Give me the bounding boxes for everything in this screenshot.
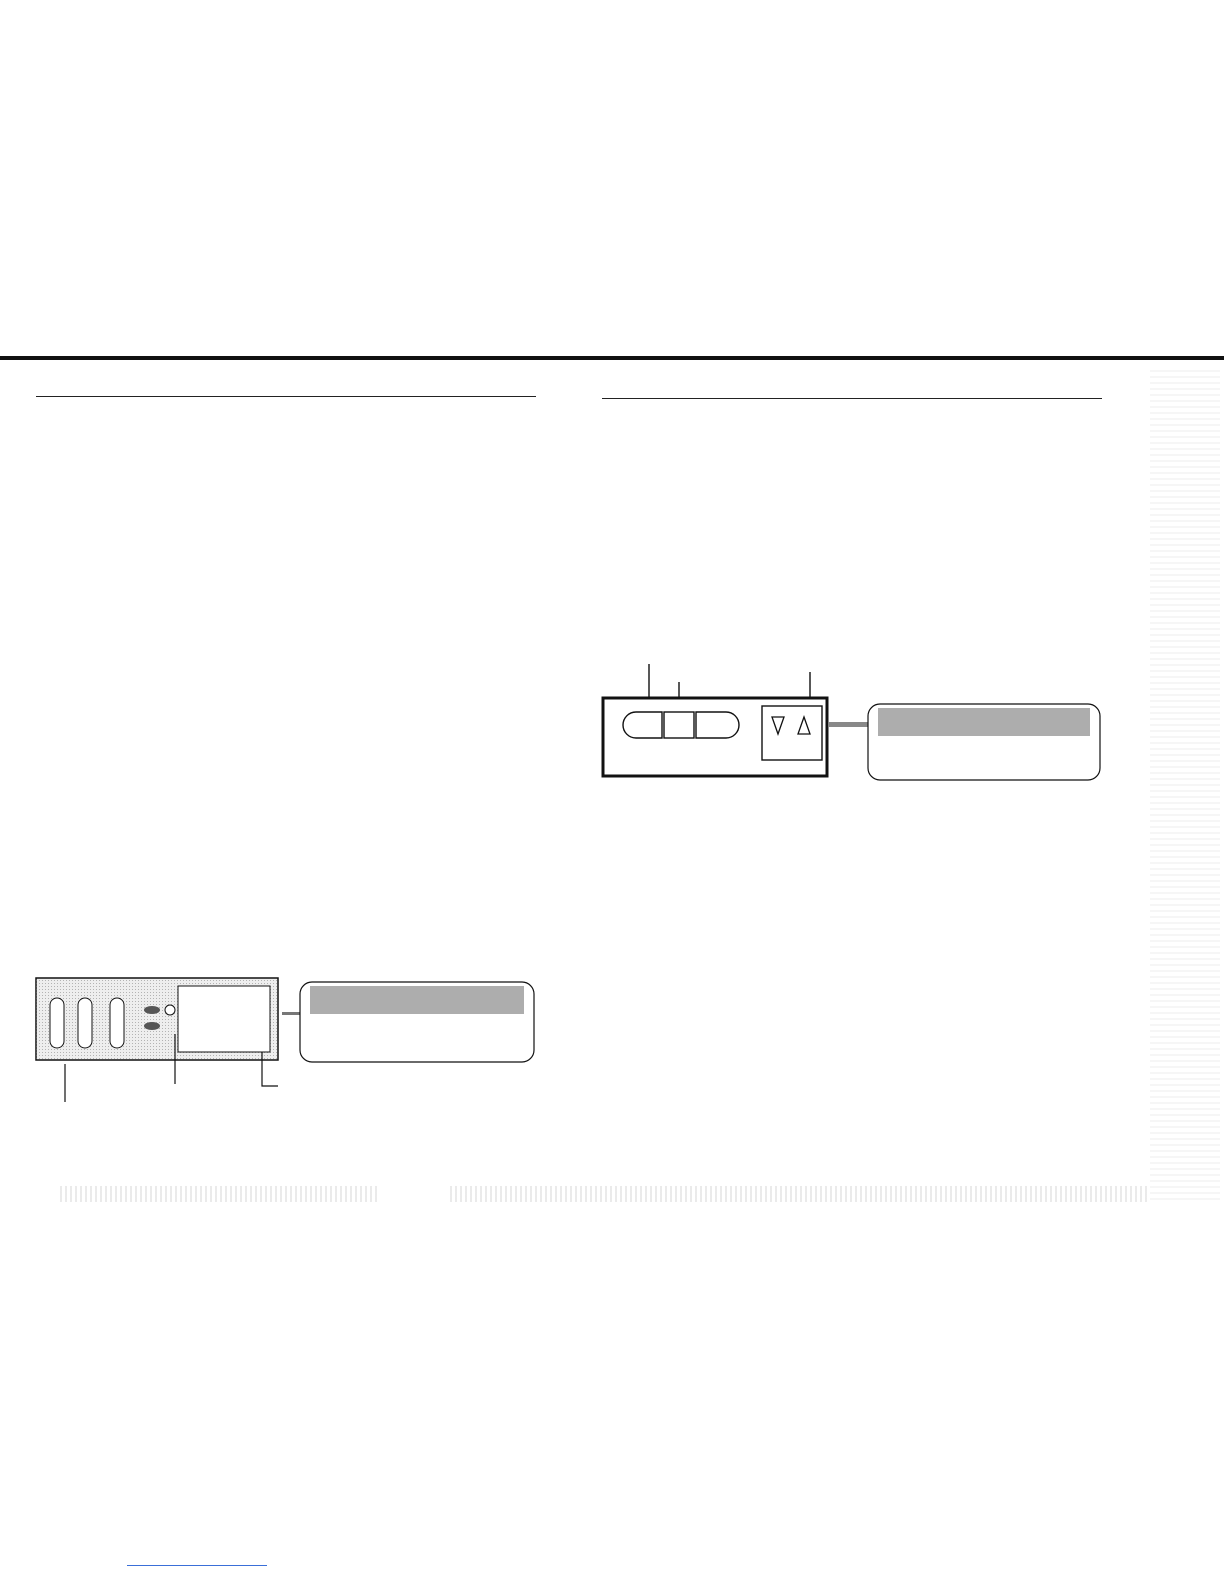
song-button — [165, 1005, 175, 1015]
right-section-rule — [602, 398, 1102, 399]
keyboard-panel-diagram-left — [30, 974, 540, 1124]
left-section-rule — [36, 396, 536, 397]
synchro-button-shape — [623, 712, 662, 738]
keyboard-top-panel — [310, 986, 524, 1014]
rhythm-button — [144, 1022, 160, 1030]
accomp-volume-slider — [110, 998, 124, 1048]
melody-button-shape — [696, 712, 739, 738]
scan-artifact — [60, 1186, 380, 1202]
tone-button — [144, 1006, 160, 1014]
top-rule — [0, 356, 1224, 360]
scan-artifact — [450, 1186, 1150, 1202]
power-mode-slider — [50, 998, 64, 1048]
keyboard-top-panel — [878, 708, 1090, 736]
scan-artifact-line — [127, 1565, 267, 1566]
select-buttons-box — [178, 986, 270, 1052]
scan-artifact-edge — [1150, 370, 1220, 1200]
start-stop-button-shape — [664, 712, 694, 738]
tempo-box — [762, 706, 822, 760]
main-volume-slider — [78, 998, 92, 1048]
keyboard-panel-diagram-right — [600, 650, 1105, 785]
